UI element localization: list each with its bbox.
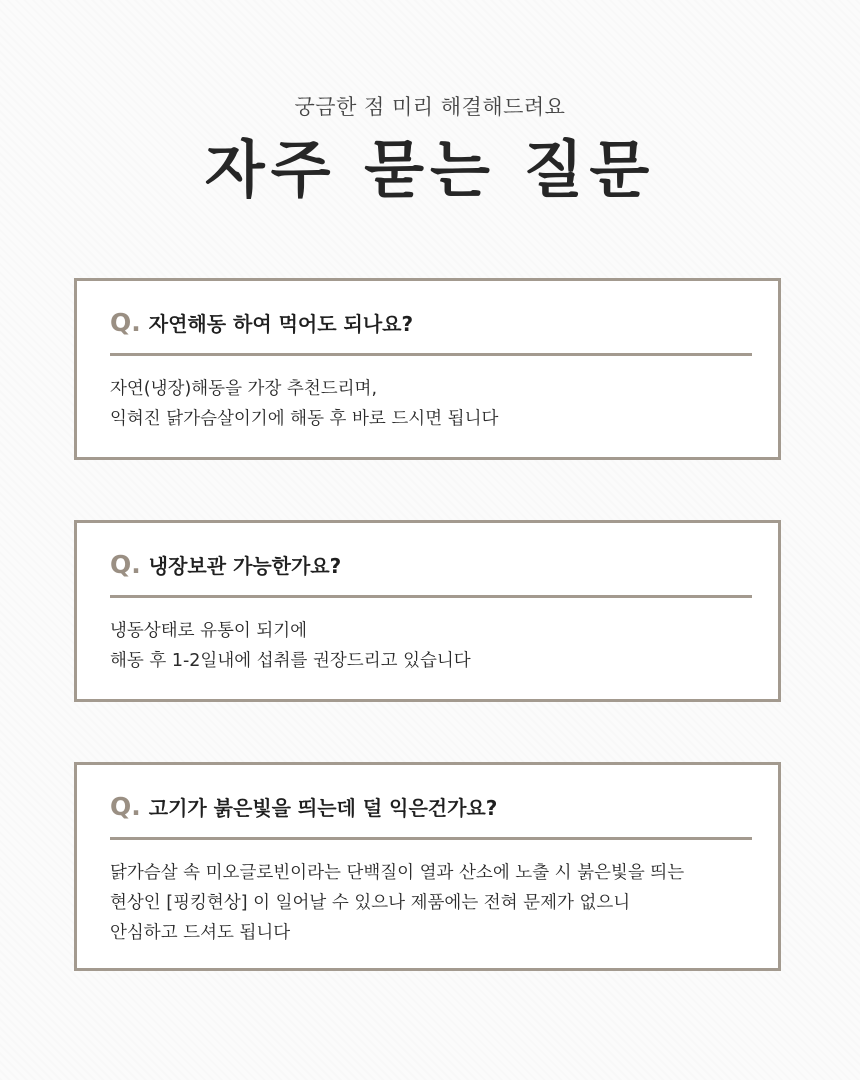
faq-answer [110, 374, 498, 434]
faq-answer-line: 자연(냉장)해동을 가장 추천드리며, [110, 379, 378, 399]
faq-answer-line: 냉동상태로 유통이 되기에 [110, 621, 308, 641]
faq-divider [110, 353, 752, 356]
faq-answer-line: 안심하고 드셔도 됩니다 [110, 923, 291, 943]
faq-card-2 [74, 520, 781, 702]
faq-question-row [110, 308, 413, 337]
faq-divider [110, 595, 752, 598]
faq-question: 냉장보관 가능한가요? [148, 554, 342, 578]
faq-header [0, 92, 860, 208]
faq-question-row [110, 550, 341, 579]
faq-card-3 [74, 762, 781, 971]
page-title: 자주 묻는 질문 [204, 133, 656, 206]
q-mark-label: Q. [110, 308, 141, 337]
q-mark-label: Q. [110, 550, 141, 579]
q-mark-label: Q. [110, 792, 141, 821]
faq-answer-line: 익혀진 닭가슴살이기에 해동 후 바로 드시면 됩니다 [110, 409, 499, 429]
faq-card-1 [74, 278, 781, 460]
faq-question-row [110, 792, 497, 821]
faq-subtitle: 궁금한 점 미리 해결해드려요 [294, 95, 566, 119]
faq-answer-line: 해동 후 1-2일내에 섭취를 권장드리고 있습니다 [110, 651, 471, 671]
faq-question: 고기가 붉은빛을 띄는데 덜 익은건가요? [148, 796, 498, 820]
faq-answer [110, 858, 684, 948]
faq-answer [110, 616, 471, 676]
faq-question: 자연해동 하여 먹어도 되나요? [148, 312, 414, 336]
faq-divider [110, 837, 752, 840]
faq-answer-line: 닭가슴살 속 미오글로빈이라는 단백질이 열과 산소에 노출 시 붉은빛을 띄는 [110, 863, 685, 883]
faq-answer-line: 현상인 [핑킹현상] 이 일어날 수 있으나 제품에는 전혀 문제가 없으니 [110, 893, 631, 913]
